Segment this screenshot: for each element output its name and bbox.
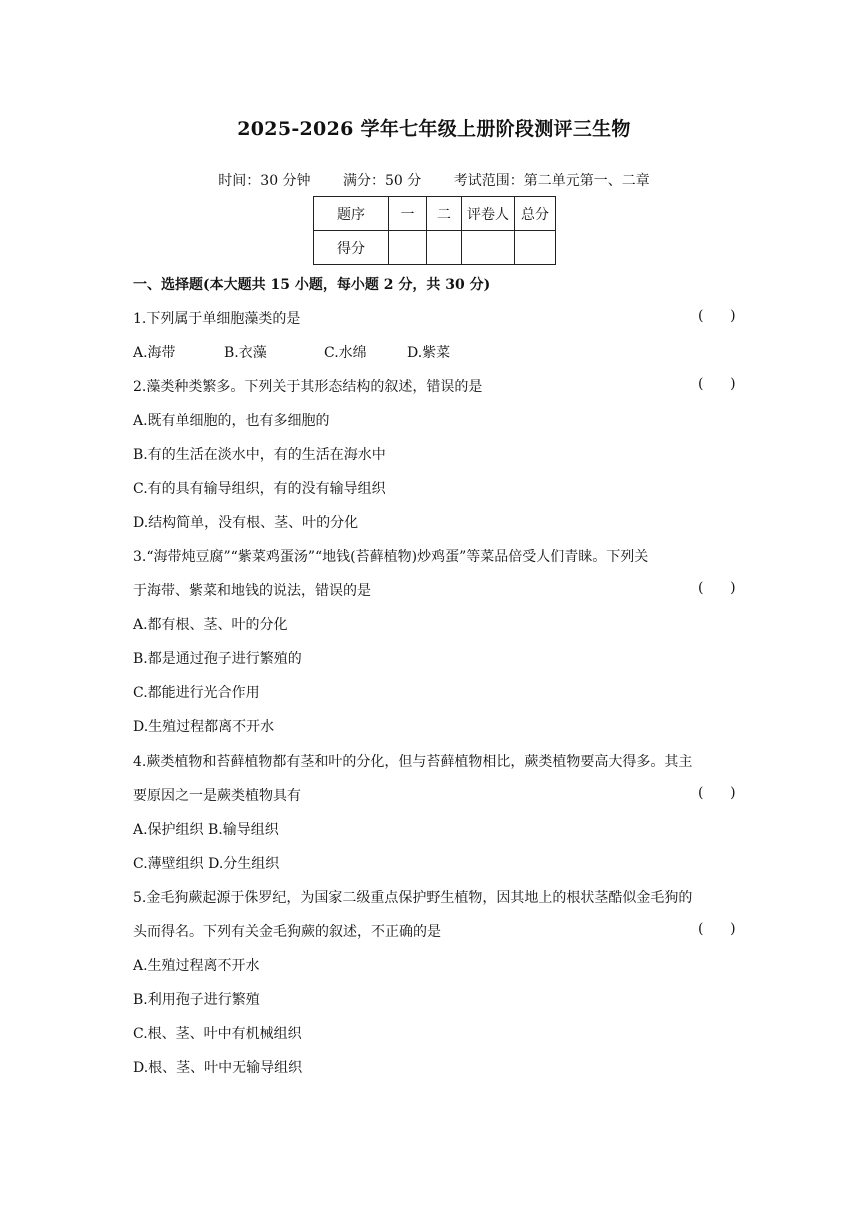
score-cell: 总分 [515,197,556,231]
exam-full-score: 满分：50 分 [343,173,422,189]
exam-title: 2025-2026 学年七年级上册阶段测评三生物 [237,118,631,140]
question-stem: 5.金毛狗蕨起源于侏罗纪，为国家二级重点保护野生植物，因其地上的根状茎酷似金毛狗的 [133,890,693,906]
option: B.利用孢子进行繁殖 [133,992,260,1008]
option: B.衣藻 [224,345,267,361]
answer-paren: ( ) [698,921,736,937]
option: D.生殖过程都离不开水 [133,719,275,735]
question-stem: 头而得名。下列有关金毛狗蕨的叙述，不正确的是 [133,924,441,940]
question-stem: 4.蕨类植物和苔藓植物都有茎和叶的分化，但与苔藓植物相比，蕨类植物要高大得多。其主 [133,754,693,770]
option: A.既有单细胞的，也有多细胞的 [133,413,330,429]
question-stem: 1.下列属于单细胞藻类的是 [133,311,301,327]
score-cell: 一 [389,197,427,231]
answer-paren: ( ) [698,785,736,801]
answer-paren: ( ) [698,580,736,596]
score-table-header-row [314,197,556,231]
score-table-score-row [314,231,556,265]
option: B.都是通过孢子进行繁殖的 [133,651,302,667]
inline-options [133,342,450,362]
question-stem: 3.“海带炖豆腐”“紫菜鸡蛋汤”“地钱(苔藓植物)炒鸡蛋”等菜品倍受人们青睐。下列关 [133,549,649,565]
score-cell [389,231,427,265]
option: D.结构简单，没有根、茎、叶的分化 [133,515,359,531]
score-cell [515,231,556,265]
score-cell: 二 [427,197,462,231]
option: C.薄壁组织 D.分生组织 [133,856,280,872]
answer-paren: ( ) [698,308,736,324]
question-stem: 要原因之一是蕨类植物具有 [133,788,301,804]
section-heading: 一、选择题(本大题共 15 小题，每小题 2 分，共 30 分) [133,277,491,293]
score-cell: 评卷人 [462,197,515,231]
question-stem: 于海带、紫菜和地钱的说法，错误的是 [133,583,371,599]
exam-time: 时间：30 分钟 [218,173,311,189]
score-cell: 题序 [314,197,389,231]
score-table [313,196,556,265]
option: C.都能进行光合作用 [133,685,260,701]
option: A.生殖过程离不开水 [133,958,260,974]
option: A.保护组织 B.输导组织 [133,822,279,838]
question-stem: 2.藻类种类繁多。下列关于其形态结构的叙述，错误的是 [133,379,483,395]
score-cell [462,231,515,265]
answer-paren: ( ) [698,376,736,392]
exam-scope: 考试范围：第二单元第一、二章 [453,173,650,189]
exam-meta [0,170,868,190]
option: C.有的具有输导组织，有的没有输导组织 [133,481,386,497]
option: C.水绵 [324,345,367,361]
option: D.紫菜 [407,345,451,361]
score-cell: 得分 [314,231,389,265]
option: C.根、茎、叶中有机械组织 [133,1026,302,1042]
option: A.都有根、茎、叶的分化 [133,617,288,633]
option: A.海带 [133,345,176,361]
option: B.有的生活在淡水中，有的生活在海水中 [133,447,386,463]
option: D.根、茎、叶中无输导组织 [133,1060,303,1076]
score-cell [427,231,462,265]
